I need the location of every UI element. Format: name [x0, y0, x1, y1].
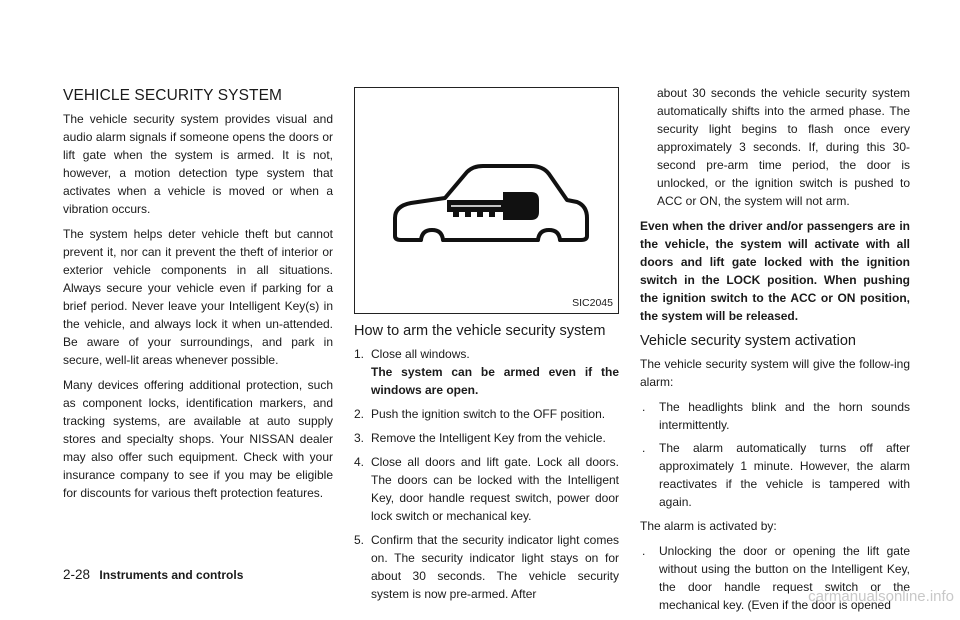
- intro-paragraph-2: The system helps deter vehicle theft but cannot prevent it, nor can it prevent the theft of interior or exterior vehicle components in all situations. Always secure your vehicle even if parking for a brief period. Never leave your Intelligent Key(s) in the vehicle, and always lock it when un-attended. Be aware of your surroundings, and park in secure, well-lit areas whenever possible.: [63, 227, 333, 367]
- step-text: Push the ignition switch to the OFF position.: [371, 407, 606, 421]
- step-number: 1.: [354, 347, 365, 361]
- bullet: .: [642, 441, 646, 455]
- arming-column: [354, 317, 619, 609]
- bullet: .: [642, 544, 646, 558]
- list-item-text: The headlights blink and the horn sounds intermittently.: [659, 400, 910, 432]
- step-text: Confirm that the security indicator light comes on. The security indicator light stays on for about 30 seconds. The vehicle security system is now pre-armed. After: [371, 533, 619, 601]
- page-number: 2-28: [63, 567, 91, 582]
- arming-heading: How to arm the vehicle security system: [354, 323, 606, 339]
- step-note: The system can be armed even if the windows are open.: [371, 365, 619, 397]
- chapter-title: Instruments and controls: [99, 568, 244, 582]
- list-item-text: Unlocking the door or opening the lift gate without using the button on the Intelligent Key, the door handle request switch or the mechanical key. (Even if the door is opened: [659, 544, 910, 612]
- step-text: Close all doors and lift gate. Lock all doors. The doors can be locked with the Intelligent Key, door handle request switch, power door lock switch or mechanical key.: [371, 455, 619, 523]
- step-item: [354, 405, 619, 423]
- bullet: .: [642, 400, 646, 414]
- system-warning: Even when the driver and/or passengers are in the vehicle, the system will activate with all doors and lift gate locked with the ignition switch in the LOCK position. When pushing the ignition switch to the ACC or ON position, the system will be released.: [640, 219, 910, 323]
- activation-intro: The vehicle security system will give the follow-ing alarm:: [640, 357, 910, 389]
- intro-paragraph-1: The vehicle security system provides visual and audio alarm signals if someone opens the doors or lift gate when the system is armed. It is not, however, a motion detection type system that activates when a vehicle is moved or when a vibration occurs.: [63, 112, 333, 216]
- activation-heading: Vehicle security system activation: [640, 333, 856, 349]
- step-number: 2.: [354, 407, 365, 421]
- intro-paragraph-3: Many devices offering additional protection, such as component locks, identification markers, and tracking systems, are available at auto supply stores and specialty shops. Your NISSAN dealer may also offer such equipment. Check with your insurance company to see if you may be eligible for discounts for various theft protection features.: [63, 378, 333, 500]
- step-number: 3.: [354, 431, 365, 445]
- page-footer: [63, 567, 243, 582]
- security-figure: [354, 87, 619, 314]
- step-number: 5.: [354, 533, 365, 547]
- activation-column: [640, 84, 910, 620]
- alarm-list: [640, 398, 910, 511]
- arming-steps: [354, 345, 619, 603]
- step-item: [354, 531, 619, 603]
- watermark: carmanualsonline.info: [808, 588, 954, 605]
- step-5-continuation: about 30 seconds the vehicle security system automatically shifts into the armed phase. The security light begins to flash once every approximately 3 seconds. If, during this 30-second pre-arm time period, the door is unlocked, or the ignition switch is pushed to ACC or ON, the system will not arm.: [657, 86, 910, 208]
- list-item-text: The alarm automatically turns off after approximately 1 minute. However, the alarm reactivates if the vehicle is tampered with again.: [659, 441, 910, 509]
- section-title: VEHICLE SECURITY SYSTEM: [63, 87, 283, 104]
- step-item: [354, 429, 619, 447]
- step-text: Close all windows.: [371, 347, 470, 361]
- figure-caption: SIC2045: [572, 297, 613, 309]
- list-item: [640, 439, 910, 511]
- car-key-security-icon: [355, 88, 618, 313]
- step-item: [354, 345, 619, 399]
- activated-by-label: The alarm is activated by:: [640, 519, 777, 533]
- step-text: Remove the Intelligent Key from the vehicle.: [371, 431, 606, 445]
- intro-column: [63, 110, 333, 509]
- step-number: 4.: [354, 455, 365, 469]
- step-item: [354, 453, 619, 525]
- list-item: [640, 398, 910, 434]
